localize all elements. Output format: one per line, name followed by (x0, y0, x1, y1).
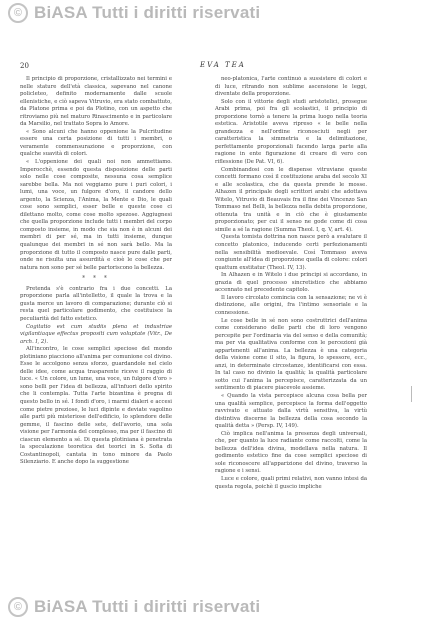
paragraph: neo-platonica, l'arte continuò a sussistere di colori e di luce, ritrando non sublime ascensione le leggi, diventate della proporzione. (215, 76, 367, 98)
paragraph: Il lavoro circolato comincia con la sensazione; ne vi è distinzione, alle origini, fra l'intimo sensoriale e la connessione. (215, 294, 367, 316)
paragraph: Ciò implica nell'anima la presenza degli universali, che, per quanto la luce radiante come raccolti, come la bellezza dell'idea divina, modellava nella natura. Il godimento estetico fine da cose semplici speciose di sole riconoscere all'apparizione del divino, traverso la ragione e i sensi. (215, 430, 367, 475)
paragraph: In Alhazen e in Witelo i due principi si accordano, in grazia di quel processo sincretistico che abbiamo accennato nel precedente capitolo. (215, 272, 367, 294)
paragraph: Combinandosi con le dispense vitruviane queste concetti formano così il costituzione araba del secolo XI e alle scolastica, che da questa prende le mosse. Alhazen il principale degli scrittori arabi che adottava Witelo, Vitruvio di Beauvais fra il fine dei Vincenzo San Tommaso nel Belli, la bellezza nella debita proporzione, ottenuta tra unità e in ciò che è giustamente proporzionato; per cui il senso ne gode come di cosa simile a sé la ragione (Summa Theol. I, q. V, art. 4). (215, 166, 367, 233)
watermark-banner-top (0, 0, 432, 26)
watermark-text: BiASA Tutti i diritti riservati (34, 3, 261, 22)
copyright-icon: © (8, 3, 28, 23)
running-head (20, 62, 382, 72)
journal-title: EVA TEA (200, 61, 246, 69)
page-number: 20 (20, 62, 29, 70)
paragraph: « L'oppenione dei quali noi non ammettiamo. Imperocchè, essendo questa disposizione delle parti solo nelle cose composite, nessuna cosa semplice sarebbe bella. Ma noi veggiamo pure i puri colori, i lumi, una voce, un fulgore d'oro, il candore dello argento, la Scienza, l'Anima, la Mente e Dio, le quali cose sono semplici, esser belle e queste cose ci dilettano molto, come cose molto spezose. Aggiugnesi che quella proporzione include tutti i membri del corpo composto insieme, in modo che sia non è in alcuni dei membri di per sé, ma in tutti insieme, dunque qualunque dei membri in sé non sarà bello. Ma la proporzione di tutto il composto nasce pure dalle parti, onde ne risulta una assurdità e cioè le cose che per natura non sono per sé belle partoriscono la bellezza. (20, 159, 172, 271)
paragraph: Luce e colore, quali primi relativi, non vanno intesi da questa regola, poichè il guscio impliche (215, 475, 367, 490)
watermark-text: BiASA Tutti i diritti riservati (34, 597, 261, 616)
paragraph: « Quando la vista percepisce alcuna cosa bella per una qualità semplice, percepisce la forma dell'oggetto ravvivato e attuato dalla virtù sensitiva, la virtù distintiva discerne la bellezza della cosa secondo la qualità detta » (Persp. IV, 149). (215, 392, 367, 430)
paragraph: Pretenda s'è contrario fra i due concetti. La proporzione parla all'intelletto, il quale la trova e la gusta merce un lavoro di comparazione; durante ciò si resta quel particolare godimento, che costituisce la peculiarità del fatto estetico. (20, 285, 172, 322)
paragraph: « Sono alcuni che hanno oppenione la Pulcritudine essere una certa posizione di tutti i membri, o veramente commensurazione e proporzione, con qualche suavità di colori. (20, 128, 172, 158)
paragraph: Le cose belle in sé non sono costruttrici dell'anima come considerano delle parti che di loro vengono percepite per l'ordinaria via del senso e della comunità; ma per via qualitativa conforme con le percezioni già appartenenti all'anima. La bellezza è una categoria della visione come il sito, la figura, lo spessore, ecc., anzi, in determinate circostanze, identificarsi con essa. In tal caso no divinio la qualità; la qualità particolare sotto cui l'anima la percepisce, caratterizzata da un sentimento di piacere piacevole assieme. (215, 317, 367, 392)
watermark-banner-bottom (0, 594, 432, 620)
paragraph: Il principio di proporzione, cristallizzato nei termini e nelle stature dell'età classica, sapevano nel canone policleteo, definito modernamente dalle scuole ellenistiche, e ciò sapeva Vitruvio, era stato combattuto, da Platone prima e poi da Plotino, con un aspetto che ritroviamo più nel maturo Rinascimento e in particolare da Marsilio, nel trattato Sopra lo Amore. (20, 76, 172, 128)
paragraph: Solo con il vittorie degli studi aristotelici, prosegue Arabi prima, poi fra gli scolastici, il principio di proporzione tornò a tenere la prima luogo nella teoria estetica. Aristotile aveva ripreso « le belle nella grandezza e nell'ordine riconosciuti negli per caratteristica la simmetria e la delimitazione, perfettamente proporzionali facendo larga parte alla ragione in ente figurazione di creare di vero con riflessione (De Pat. VI, 6). (215, 98, 367, 166)
paragraph: Questa tomista dottrina non nasce però a svalutare il concetto platonico, inducendo certi perfezionamenti nella sensibilità medioevale. Così Tommaso aveva congiunte all'idea di proporzione quella di colore: colori quattum exstitatur (Theol. IV, 13). (215, 234, 367, 271)
section-separator: * * * (82, 275, 110, 283)
quotation: Cogitatio est cum studiis plena et industriae vigilantiaque effectus propositi cum voluptate (Vitr., De arch. I, 2). (20, 323, 172, 345)
copyright-icon: © (8, 597, 28, 617)
left-column (20, 76, 172, 581)
right-column (215, 76, 367, 581)
scan-margin-mark (411, 386, 418, 402)
paragraph: All'incontro, le cose semplici speciose del mondo plotiniano piacciono all'anima per comunione col divino. Esse le accolgono senza sforzo, guardandole nel cielo delle idee, come acqua trasparente riceve il raggio di luce. « Un colore, un lume, una voce, un fulgore d'oro » sono belli per l'idea di bellezza, all'infuori dello spirito che li contempla. Tutta l'arte bizantina è pregna di questo bello in sé. I fondi d'oro, i marmi dialeri e accesi come pietre preziose, le luci dipinte e deviate vagolino alle parti più misteriose dell'edificio, lo splendore delle gemme, il fascino delle sete, dell'avorio, una sola visione per l'armonia del complesso, ma per il fascino di ciascun elemento a sé. Di questa plotiniana è penetrata la speculazione teoretica dei teorici in S. Sofia di Costantinopoli, cantata in tono minore da Paolo Silenziario. E anche dopo la suggestione (20, 346, 172, 466)
